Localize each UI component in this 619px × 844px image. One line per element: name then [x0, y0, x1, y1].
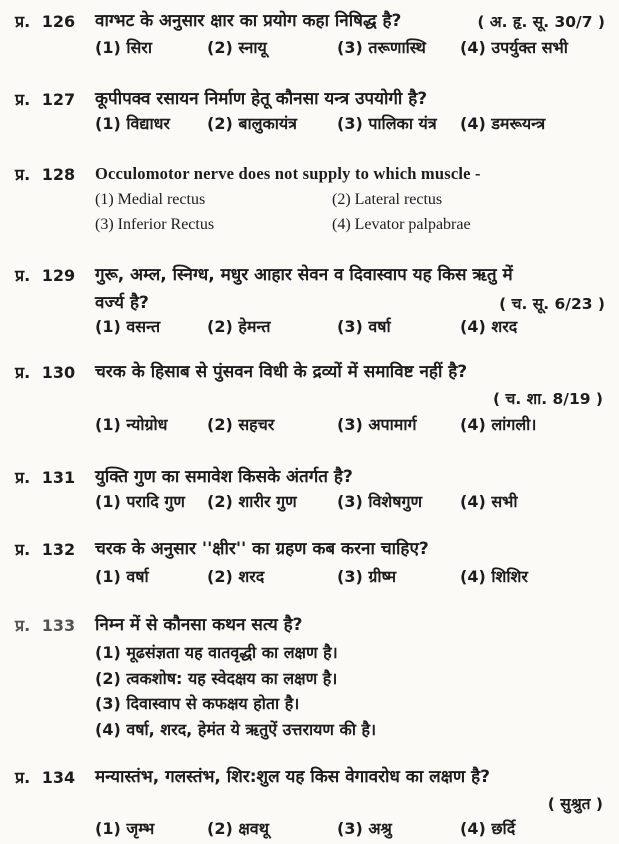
- option-1: (1) सिरा: [95, 38, 152, 57]
- scripture-reference: ( च. शा. 8/19 ): [493, 390, 603, 408]
- options-row: [95, 113, 605, 134]
- option-4: (4) उपर्युक्त सभी: [460, 38, 568, 57]
- question-number: प्र. 131: [15, 468, 76, 487]
- question-number: प्र. 126: [15, 12, 76, 31]
- option-4: (4) छर्दि: [460, 819, 516, 838]
- option-3: (3) अश्रु: [337, 819, 392, 838]
- question-number: प्र. 130: [15, 363, 76, 382]
- option-3: (3) तरूणास्थि: [337, 38, 426, 57]
- option-2: (2) स्नायू: [207, 38, 267, 57]
- question-text: गुरू, अम्ल, स्निग्ध, मधुर आहार सेवन व दिवास्वाप यह किस ऋतु में: [95, 265, 513, 285]
- option-1: (1) जृम्भ: [95, 819, 155, 838]
- question-number: प्र. 133: [15, 616, 76, 635]
- option-1: (1) वर्षा: [95, 567, 149, 586]
- option-2: (2) क्षवथू: [207, 819, 269, 838]
- option-3: (3) पालिका यंत्र: [337, 114, 437, 133]
- options-row: [95, 414, 605, 435]
- question-number: प्र. 134: [15, 768, 76, 787]
- option-2: (2) शारीर गुण: [207, 492, 297, 511]
- question-text-continued: वर्ज्य है?: [95, 293, 149, 313]
- option-3: (3) वर्षा: [337, 317, 391, 336]
- options-row: [95, 491, 605, 512]
- options-row: [95, 37, 605, 58]
- question-text: चरक के अनुसार ''क्षीर'' का ग्रहण कब करना चाहिए?: [95, 539, 429, 559]
- options-list: [95, 640, 605, 742]
- option-3: (3) Inferior Rectus: [95, 216, 215, 233]
- option-4: (4) लांगली।: [460, 415, 537, 434]
- question-number: प्र. 132: [15, 540, 76, 559]
- option-1: (1) न्योग्रोध: [95, 415, 168, 434]
- option-2: (2) हेमन्त: [207, 317, 271, 336]
- option-1: (1) मूढसंज्ञता यह वातवृद्धी का लक्षण है।: [95, 643, 338, 662]
- option-2: (2) त्वकशोष: यह स्वेदक्षय का लक्षण है।: [95, 668, 338, 688]
- option-2: (2) बालुकायंत्र: [207, 114, 298, 133]
- options-row: [95, 316, 605, 337]
- option-4: (4) Levator palpabrae: [332, 216, 471, 233]
- option-1: (1) विद्याधर: [95, 114, 170, 133]
- option-3: (3) दिवास्वाप से कफक्षय होता है।: [95, 694, 300, 713]
- question-number: प्र. 127: [15, 90, 76, 109]
- scripture-reference: ( अ. हृ. सू. 30/7 ): [477, 13, 605, 31]
- option-1: (1) परादि गुण: [95, 492, 185, 511]
- option-3: (3) ग्रीष्म: [337, 567, 397, 586]
- question-number: प्र. 128: [15, 165, 76, 184]
- option-4: (4) शरद: [460, 317, 518, 336]
- option-4: (4) सभी: [460, 492, 518, 511]
- question-text: वाग्भट के अनुसार क्षार का प्रयोग कहा निषिद्ध है?: [95, 11, 402, 31]
- options-row: [95, 818, 605, 839]
- scripture-reference: ( सुश्रुत ): [547, 795, 603, 813]
- scripture-reference: ( च. सू. 6/23 ): [499, 295, 605, 313]
- option-2: (2) शरद: [207, 567, 265, 586]
- option-2: (2) सहचर: [207, 415, 275, 434]
- option-1: (1) Medial rectus: [95, 191, 206, 208]
- question-text: Occulomotor nerve does not supply to which muscle -: [95, 164, 481, 183]
- question-text: कूपीपक्व रसायन निर्माण हेतू कौनसा यन्त्र उपयोगी है?: [95, 89, 428, 109]
- option-3: (3) विशेषगुण: [337, 492, 423, 511]
- options-row: [95, 566, 605, 587]
- question-number: प्र. 129: [15, 266, 76, 285]
- question-text: युक्ति गुण का समावेश किसके अंतर्गत है?: [95, 467, 353, 487]
- option-1: (1) वसन्त: [95, 317, 161, 336]
- question-text: निम्न में से कौनसा कथन सत्य है?: [95, 615, 303, 635]
- question-text: चरक के हिसाब से पुंसवन विधी के द्रव्यों में समाविष्ट नहीं है?: [95, 362, 468, 382]
- question-text: मन्यास्तंभ, गलस्तंभ, शिर:शुल यह किस वेगावरोध का लक्षण है?: [95, 767, 490, 787]
- options-grid: [95, 189, 605, 235]
- option-4: (4) शिशिर: [460, 567, 528, 586]
- option-3: (3) अपामार्ग: [337, 415, 417, 434]
- option-2: (2) Lateral rectus: [332, 191, 443, 208]
- option-4: (4) डमरूयन्त्र: [460, 114, 546, 133]
- option-4: (4) वर्षा, शरद, हेमंत ये ऋतुऐं उत्तरायण की है।: [95, 719, 377, 739]
